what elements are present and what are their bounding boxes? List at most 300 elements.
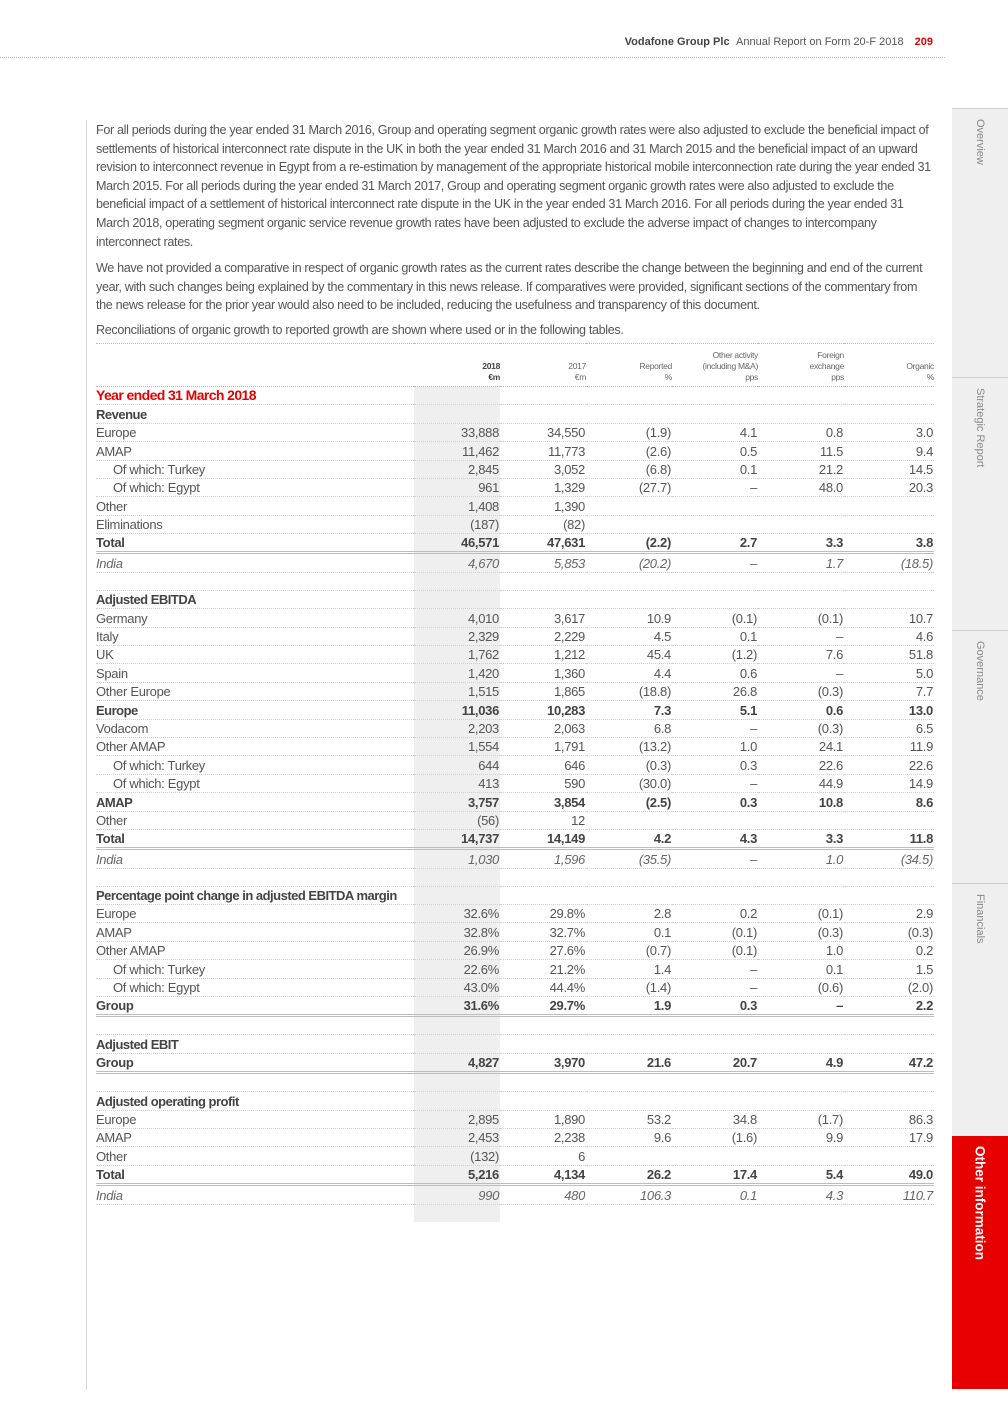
value-reported: (0.7): [586, 941, 672, 959]
value-other-activity: [672, 1147, 758, 1165]
table-row: [96, 442, 934, 460]
value-2018: (56): [414, 811, 500, 829]
paragraph-organic-adjustments: For all periods during the year ended 31 March 2016, Group and operating segment organic growth rates were also adjusted to exclude the beneficial impact of settlements of historical interconnect rate dispute in the UK in both the year ended 31 March 2016 and 31 March 2015 and the beneficial impact of an upward revision to interconnect revenue in Egypt from a re-estimation by management of the appropriate historical mobile interconnection rate during the year ended 31 March 2015. For all periods during the year ended 31 March 2017, Group and operating segment organic growth rates were also adjusted to exclude the beneficial impact of a settlement of historical interconnect rate dispute in the UK in the year ended 31 March 2016. For all periods during the year ended 31 March 2018, operating segment organic service revenue growth rates have been adjusted to exclude the adverse impact of changes to intercompany interconnect rates.: [96, 123, 931, 249]
row-label: Eliminations: [96, 515, 414, 533]
value-2018: 1,030: [414, 849, 500, 868]
row-label: Total: [96, 829, 414, 848]
value-foreign-exchange: 3.3: [758, 829, 844, 848]
table-row: [96, 997, 934, 1016]
value-2018: 1,515: [414, 682, 500, 700]
value-reported: 21.6: [586, 1053, 672, 1072]
value-other-activity: (0.1): [672, 923, 758, 941]
value-foreign-exchange: (0.3): [758, 923, 844, 941]
value-2018: 4,827: [414, 1053, 500, 1072]
table-row: [96, 849, 934, 868]
table-row: [96, 1110, 934, 1128]
value-2018: 32.8%: [414, 923, 500, 941]
column-header-foreign-exchange: Foreign exchange pps: [758, 343, 844, 386]
value-reported: (2.2): [586, 534, 672, 553]
row-label: AMAP: [96, 923, 414, 941]
value-reported: (13.2): [586, 737, 672, 755]
value-foreign-exchange: 0.1: [758, 960, 844, 978]
row-label: Europe: [96, 701, 414, 719]
table-row: [96, 811, 934, 829]
table-row: [96, 719, 934, 737]
value-organic: (2.0): [844, 978, 934, 996]
value-reported: [586, 1147, 672, 1165]
value-2017: 1,360: [500, 664, 586, 682]
value-2018: 413: [414, 774, 500, 792]
value-organic: [844, 515, 934, 533]
column-header-other-activity: Other activity (including M&A) pps: [672, 343, 758, 386]
value-2018: (187): [414, 515, 500, 533]
row-label: Vodacom: [96, 719, 414, 737]
value-other-activity: [672, 515, 758, 533]
table-row: [96, 1053, 934, 1072]
table-row: [96, 460, 934, 478]
value-other-activity: 1.0: [672, 737, 758, 755]
value-reported: [586, 811, 672, 829]
value-organic: 0.2: [844, 941, 934, 959]
value-organic: 3.0: [844, 423, 934, 441]
value-2018: 4,010: [414, 609, 500, 627]
row-label: Of which: Turkey: [96, 960, 414, 978]
value-reported: 1.4: [586, 960, 672, 978]
row-label: Group: [96, 1053, 414, 1072]
year-heading: Year ended 31 March 2018: [96, 386, 414, 404]
value-organic: 47.2: [844, 1053, 934, 1072]
section-title: Percentage point change in adjusted EBITDA margin: [96, 886, 414, 904]
value-other-activity: (0.1): [672, 941, 758, 959]
value-other-activity: –: [672, 553, 758, 572]
value-2017: 10,283: [500, 701, 586, 719]
table-row: [96, 1165, 934, 1184]
table-end-spacer: [96, 1204, 934, 1222]
row-label: Other: [96, 811, 414, 829]
value-other-activity: –: [672, 978, 758, 996]
reconciliation-intro: Reconciliations of organic growth to reported growth are shown where used or in the following tables.: [96, 322, 624, 337]
table-row: [96, 923, 934, 941]
value-reported: 4.5: [586, 627, 672, 645]
row-label: Europe: [96, 423, 414, 441]
table-row: [96, 682, 934, 700]
value-organic: 14.5: [844, 460, 934, 478]
value-reported: [586, 515, 672, 533]
value-foreign-exchange: 5.4: [758, 1165, 844, 1184]
tab-strategic-report[interactable]: [952, 377, 1008, 630]
value-other-activity: (1.6): [672, 1129, 758, 1147]
section-title: Adjusted operating profit: [96, 1092, 414, 1110]
row-label: Of which: Egypt: [96, 478, 414, 496]
tab-label: Governance: [974, 641, 986, 701]
table-row: [96, 960, 934, 978]
table-row: [96, 553, 934, 572]
value-foreign-exchange: [758, 811, 844, 829]
value-2018: 990: [414, 1185, 500, 1204]
tab-label: Strategic Report: [974, 388, 986, 468]
value-reported: 9.6: [586, 1129, 672, 1147]
page-number: 209: [914, 36, 933, 48]
value-other-activity: 0.3: [672, 756, 758, 774]
column-header-organic: Organic %: [844, 343, 934, 386]
value-2017: 29.7%: [500, 997, 586, 1016]
table-row: [96, 905, 934, 923]
table-row: [96, 737, 934, 755]
value-2017: 1,791: [500, 737, 586, 755]
value-organic: 86.3: [844, 1110, 934, 1128]
section-title: Adjusted EBIT: [96, 1035, 414, 1053]
value-other-activity: –: [672, 849, 758, 868]
row-label: Spain: [96, 664, 414, 682]
tab-label: Financials: [974, 894, 986, 944]
row-label: Europe: [96, 1110, 414, 1128]
section-heading-row-adjusted-ebitda: [96, 590, 934, 608]
value-2017: 32.7%: [500, 923, 586, 941]
row-label: Italy: [96, 627, 414, 645]
value-other-activity: 20.7: [672, 1053, 758, 1072]
value-reported: 1.9: [586, 997, 672, 1016]
value-foreign-exchange: 7.6: [758, 646, 844, 664]
value-foreign-exchange: [758, 1147, 844, 1165]
value-2018: 961: [414, 478, 500, 496]
paragraph-no-comparative: We have not provided a comparative in respect of organic growth rates as the current rates describe the change between the beginning and end of the current year, with such changes being explained by the commentary in this news release. If comparatives were provided, significant sections of the commentary from the news release for the prior year would also need to be included, reducing the usefulness and transparency of this document.: [96, 261, 923, 313]
value-2018: 4,670: [414, 553, 500, 572]
value-organic: 8.6: [844, 793, 934, 811]
value-2017: 480: [500, 1185, 586, 1204]
value-foreign-exchange: (1.7): [758, 1110, 844, 1128]
value-2018: 22.6%: [414, 960, 500, 978]
table-row: [96, 515, 934, 533]
row-label: Of which: Turkey: [96, 756, 414, 774]
value-2018: 11,036: [414, 701, 500, 719]
row-label: AMAP: [96, 793, 414, 811]
table-row: [96, 701, 934, 719]
section-heading-row-revenue: [96, 405, 934, 423]
value-other-activity: 17.4: [672, 1165, 758, 1184]
value-2018: (132): [414, 1147, 500, 1165]
value-reported: 7.3: [586, 701, 672, 719]
row-label: Other: [96, 1147, 414, 1165]
value-foreign-exchange: 4.3: [758, 1185, 844, 1204]
value-2018: 26.9%: [414, 941, 500, 959]
row-label: Germany: [96, 609, 414, 627]
left-margin-rule: [86, 120, 87, 1390]
value-foreign-exchange: 9.9: [758, 1129, 844, 1147]
main-content: [96, 121, 934, 1222]
value-other-activity: 0.5: [672, 442, 758, 460]
value-2017: 14,149: [500, 829, 586, 848]
value-other-activity: [672, 497, 758, 515]
value-other-activity: 5.1: [672, 701, 758, 719]
value-foreign-exchange: –: [758, 627, 844, 645]
table-header-row: [96, 343, 934, 386]
value-2017: 1,865: [500, 682, 586, 700]
value-foreign-exchange: 1.0: [758, 941, 844, 959]
value-2018: 1,554: [414, 737, 500, 755]
value-organic: 110.7: [844, 1185, 934, 1204]
value-2017: 12: [500, 811, 586, 829]
row-label: India: [96, 849, 414, 868]
value-organic: 13.0: [844, 701, 934, 719]
section-heading-row-percentage-point-change-in-adjusted-ebitda-margin: [96, 886, 934, 904]
row-label: AMAP: [96, 442, 414, 460]
value-2018: 46,571: [414, 534, 500, 553]
value-organic: 2.2: [844, 997, 934, 1016]
value-foreign-exchange: 10.8: [758, 793, 844, 811]
row-label: Other AMAP: [96, 737, 414, 755]
value-2017: 3,052: [500, 460, 586, 478]
value-other-activity: 0.2: [672, 905, 758, 923]
value-organic: 7.7: [844, 682, 934, 700]
value-other-activity: 0.1: [672, 1185, 758, 1204]
section-spacer: [96, 868, 934, 886]
organic-growth-reconciliation-table: [96, 343, 934, 1222]
value-reported: 45.4: [586, 646, 672, 664]
section-spacer: [96, 1073, 934, 1092]
table-row: [96, 609, 934, 627]
value-organic: 51.8: [844, 646, 934, 664]
value-2017: 44.4%: [500, 978, 586, 996]
row-label: Other AMAP: [96, 941, 414, 959]
row-label: Total: [96, 534, 414, 553]
tab-overview[interactable]: [952, 108, 1008, 377]
table-row: [96, 756, 934, 774]
table-row: [96, 941, 934, 959]
section-heading-row-adjusted-ebit: [96, 1035, 934, 1053]
value-foreign-exchange: 22.6: [758, 756, 844, 774]
value-foreign-exchange: (0.3): [758, 719, 844, 737]
value-foreign-exchange: –: [758, 664, 844, 682]
value-other-activity: 0.3: [672, 997, 758, 1016]
value-2018: 33,888: [414, 423, 500, 441]
value-2017: 5,853: [500, 553, 586, 572]
header-label-blank: [96, 343, 414, 386]
value-reported: (1.9): [586, 423, 672, 441]
report-title: Annual Report on Form 20-F 2018: [736, 36, 904, 48]
table-row: [96, 423, 934, 441]
value-foreign-exchange: 0.6: [758, 701, 844, 719]
value-2017: 47,631: [500, 534, 586, 553]
value-2017: 3,970: [500, 1053, 586, 1072]
row-label: Of which: Egypt: [96, 978, 414, 996]
value-organic: (34.5): [844, 849, 934, 868]
row-label: India: [96, 1185, 414, 1204]
value-2017: 34,550: [500, 423, 586, 441]
value-2018: 3,757: [414, 793, 500, 811]
table-row: [96, 497, 934, 515]
value-foreign-exchange: 11.5: [758, 442, 844, 460]
value-2017: 1,596: [500, 849, 586, 868]
value-foreign-exchange: 0.8: [758, 423, 844, 441]
value-foreign-exchange: 4.9: [758, 1053, 844, 1072]
tab-label: Other information: [972, 1146, 988, 1260]
value-reported: 106.3: [586, 1185, 672, 1204]
value-reported: (20.2): [586, 553, 672, 572]
value-foreign-exchange: (0.6): [758, 978, 844, 996]
value-2017: 1,329: [500, 478, 586, 496]
value-organic: 2.9: [844, 905, 934, 923]
value-2018: 644: [414, 756, 500, 774]
table-row: [96, 478, 934, 496]
section-tabs: [952, 108, 1008, 1389]
table-row: [96, 646, 934, 664]
year-heading-row: [96, 386, 934, 404]
value-reported: (0.3): [586, 756, 672, 774]
row-label: Group: [96, 997, 414, 1016]
value-2017: 27.6%: [500, 941, 586, 959]
row-label: UK: [96, 646, 414, 664]
value-other-activity: –: [672, 960, 758, 978]
value-other-activity: 26.8: [672, 682, 758, 700]
value-2017: 29.8%: [500, 905, 586, 923]
value-other-activity: –: [672, 774, 758, 792]
value-organic: 4.6: [844, 627, 934, 645]
value-reported: 6.8: [586, 719, 672, 737]
value-foreign-exchange: 3.3: [758, 534, 844, 553]
value-other-activity: 0.3: [672, 793, 758, 811]
value-reported: (27.7): [586, 478, 672, 496]
value-2018: 31.6%: [414, 997, 500, 1016]
value-2017: (82): [500, 515, 586, 533]
value-other-activity: (0.1): [672, 609, 758, 627]
value-2018: 5,216: [414, 1165, 500, 1184]
table-row: [96, 1147, 934, 1165]
value-organic: 49.0: [844, 1165, 934, 1184]
value-2017: 21.2%: [500, 960, 586, 978]
value-2017: 1,890: [500, 1110, 586, 1128]
section-spacer: [96, 572, 934, 590]
value-reported: (2.6): [586, 442, 672, 460]
value-other-activity: 4.1: [672, 423, 758, 441]
table-row: [96, 793, 934, 811]
value-2017: 646: [500, 756, 586, 774]
value-2018: 1,408: [414, 497, 500, 515]
value-2018: 43.0%: [414, 978, 500, 996]
value-2017: 590: [500, 774, 586, 792]
tab-financials[interactable]: [952, 883, 1008, 1136]
value-foreign-exchange: 44.9: [758, 774, 844, 792]
value-2017: 2,238: [500, 1129, 586, 1147]
value-reported: 4.4: [586, 664, 672, 682]
value-other-activity: –: [672, 719, 758, 737]
value-organic: (0.3): [844, 923, 934, 941]
value-organic: 17.9: [844, 1129, 934, 1147]
value-2017: 2,229: [500, 627, 586, 645]
value-2017: 1,212: [500, 646, 586, 664]
value-2018: 2,845: [414, 460, 500, 478]
value-2018: 1,762: [414, 646, 500, 664]
value-2018: 2,895: [414, 1110, 500, 1128]
value-organic: 9.4: [844, 442, 934, 460]
tab-label: Overview: [974, 119, 986, 165]
table-row: [96, 1129, 934, 1147]
row-label: AMAP: [96, 1129, 414, 1147]
value-organic: 14.9: [844, 774, 934, 792]
section-heading-row-adjusted-operating-profit: [96, 1092, 934, 1110]
value-2018: 2,453: [414, 1129, 500, 1147]
row-label: Europe: [96, 905, 414, 923]
value-other-activity: [672, 811, 758, 829]
row-label: India: [96, 553, 414, 572]
value-2018: 1,420: [414, 664, 500, 682]
value-organic: 20.3: [844, 478, 934, 496]
value-organic: [844, 497, 934, 515]
value-2017: 3,617: [500, 609, 586, 627]
value-other-activity: 0.1: [672, 627, 758, 645]
value-reported: (30.0): [586, 774, 672, 792]
value-2017: 4,134: [500, 1165, 586, 1184]
value-2018: 2,203: [414, 719, 500, 737]
value-2018: 32.6%: [414, 905, 500, 923]
value-reported: (1.4): [586, 978, 672, 996]
row-label: Other: [96, 497, 414, 515]
value-reported: (35.5): [586, 849, 672, 868]
value-organic: 6.5: [844, 719, 934, 737]
value-organic: [844, 811, 934, 829]
column-header-reported: Reported %: [586, 343, 672, 386]
value-reported: (18.8): [586, 682, 672, 700]
value-foreign-exchange: 1.0: [758, 849, 844, 868]
table-row: [96, 829, 934, 848]
value-organic: (18.5): [844, 553, 934, 572]
value-foreign-exchange: (0.3): [758, 682, 844, 700]
column-header-2018: 2018 €m: [414, 343, 500, 386]
value-2018: 14,737: [414, 829, 500, 848]
value-foreign-exchange: (0.1): [758, 609, 844, 627]
value-reported: (2.5): [586, 793, 672, 811]
table-row: [96, 534, 934, 553]
value-reported: (6.8): [586, 460, 672, 478]
value-2017: 2,063: [500, 719, 586, 737]
value-organic: [844, 1147, 934, 1165]
value-foreign-exchange: [758, 515, 844, 533]
value-reported: 4.2: [586, 829, 672, 848]
value-reported: 53.2: [586, 1110, 672, 1128]
table-row: [96, 627, 934, 645]
value-2018: 11,462: [414, 442, 500, 460]
value-organic: 5.0: [844, 664, 934, 682]
value-foreign-exchange: –: [758, 997, 844, 1016]
value-reported: 2.8: [586, 905, 672, 923]
row-label: Of which: Egypt: [96, 774, 414, 792]
value-other-activity: (1.2): [672, 646, 758, 664]
value-organic: 11.8: [844, 829, 934, 848]
tab-governance[interactable]: [952, 630, 1008, 883]
row-label: Total: [96, 1165, 414, 1184]
value-other-activity: 34.8: [672, 1110, 758, 1128]
value-reported: [586, 497, 672, 515]
value-foreign-exchange: 24.1: [758, 737, 844, 755]
value-2017: 6: [500, 1147, 586, 1165]
company-name: Vodafone Group Plc: [624, 36, 730, 48]
value-other-activity: –: [672, 478, 758, 496]
value-reported: 26.2: [586, 1165, 672, 1184]
value-reported: 10.9: [586, 609, 672, 627]
value-organic: 3.8: [844, 534, 934, 553]
tab-other-information[interactable]: [952, 1136, 1008, 1389]
header-divider: [0, 57, 945, 58]
value-2017: 1,390: [500, 497, 586, 515]
value-organic: 22.6: [844, 756, 934, 774]
section-title: Revenue: [96, 405, 414, 423]
value-foreign-exchange: [758, 497, 844, 515]
value-other-activity: 0.6: [672, 664, 758, 682]
row-label: Of which: Turkey: [96, 460, 414, 478]
section-spacer: [96, 1016, 934, 1035]
value-2017: 3,854: [500, 793, 586, 811]
section-title: Adjusted EBITDA: [96, 590, 414, 608]
row-label: Other Europe: [96, 682, 414, 700]
